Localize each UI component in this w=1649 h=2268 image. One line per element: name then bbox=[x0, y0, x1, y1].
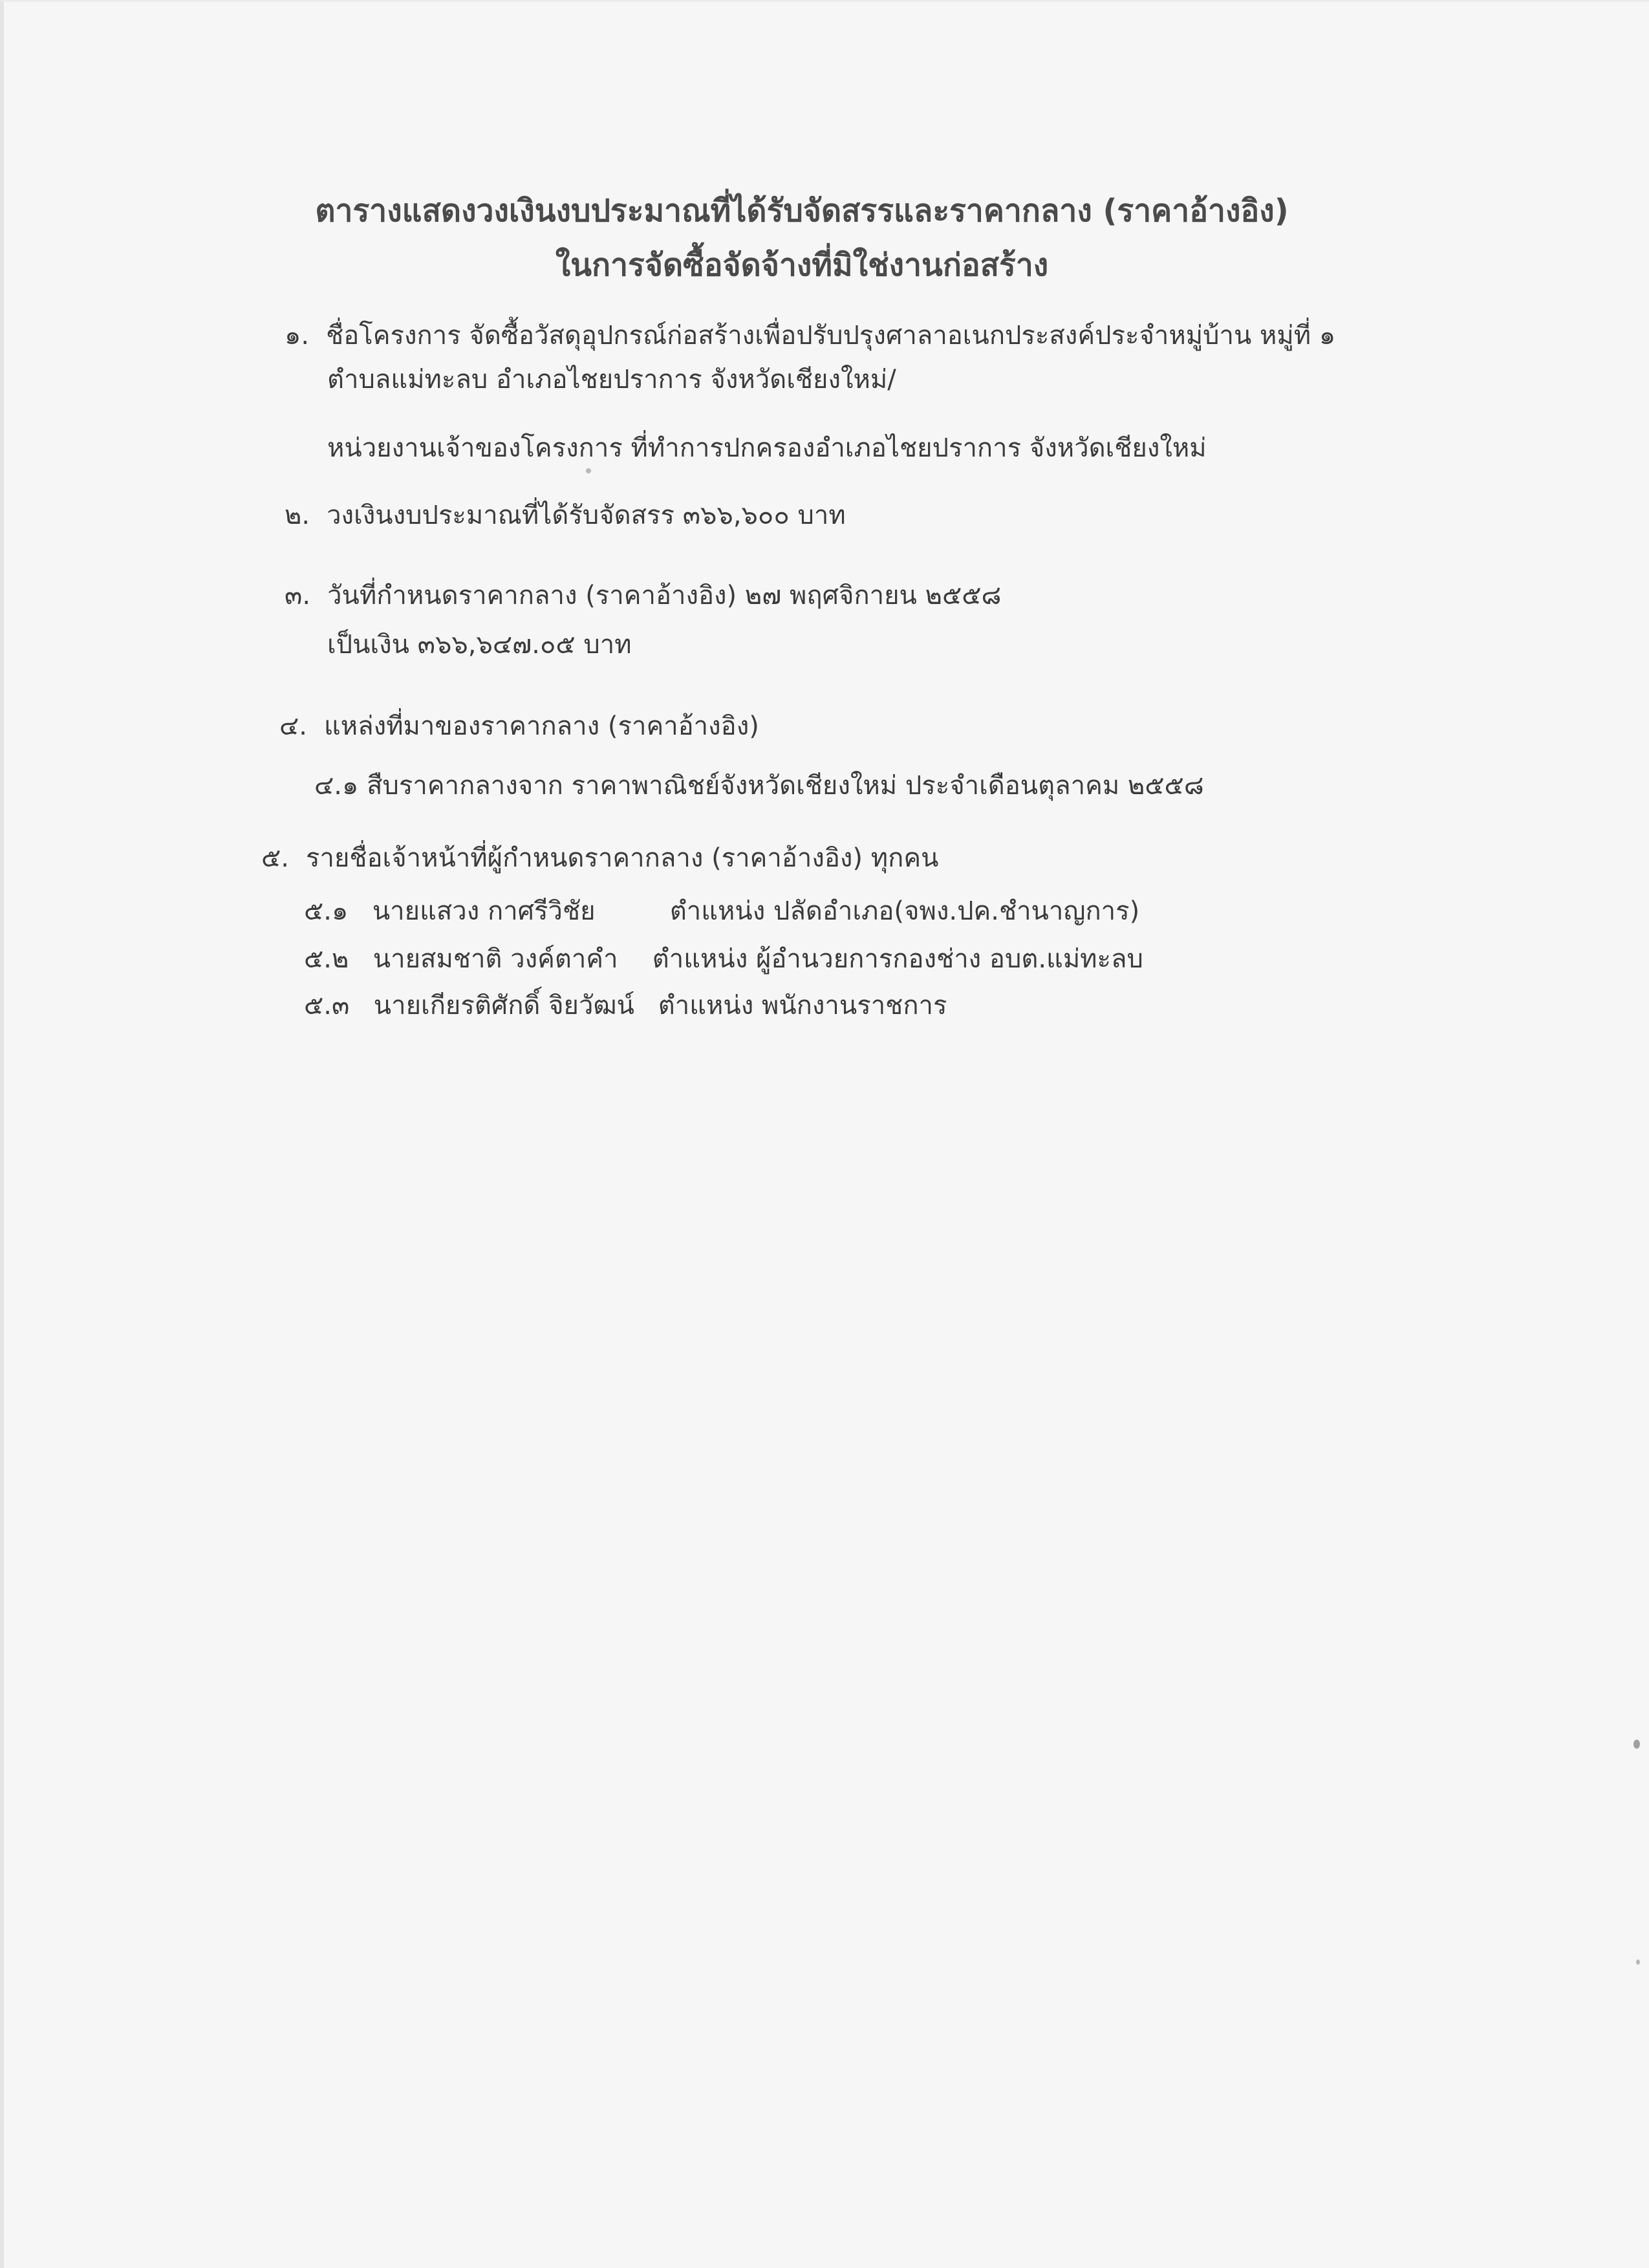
member-position: ตำแหน่ง ผู้อำนวยการกองช่าง อบต.แม่ทะลบ bbox=[652, 944, 1143, 974]
member-position: ตำแหน่ง พนักงานราชการ bbox=[658, 991, 947, 1021]
section-1-owner-unit: หน่วยงานเจ้าของโครงการ ที่ทำการปกครองอำเภอไชยปราการ จังหวัดเชียงใหม่ bbox=[327, 433, 1207, 463]
member-name: นายสมชาติ วงค์ตาคำ bbox=[372, 944, 618, 974]
section-2-number: ๒. bbox=[285, 501, 310, 530]
scan-speck bbox=[1636, 1960, 1640, 1965]
section-1-project-name: ชื่อโครงการ จัดซื้อวัสดุอุปกรณ์ก่อสร้างเพื่อปรับปรุงศาลาอเนกประสงค์ประจำหมู่บ้าน หมู่ที่ ๑ bbox=[326, 321, 1336, 351]
document-title-line-2: ในการจัดซื้อจัดจ้างที่มิใช่งานก่อสร้าง bbox=[555, 247, 1049, 283]
member-name: นายแสวง กาศรีวิชัย bbox=[372, 896, 596, 926]
member-number: ๕.๒ bbox=[304, 944, 349, 974]
section-2-row bbox=[285, 494, 846, 535]
member-name: นายเกียรติศักดิ์ จิยวัฒน์ bbox=[373, 991, 634, 1021]
section-1-location: ตำบลแม่ทะลบ อำเภอไชยปราการ จังหวัดเชียงใหม่/ bbox=[327, 365, 896, 394]
section-3-number: ๓. bbox=[285, 581, 311, 610]
section-4-heading: แหล่งที่มาของราคากลาง (ราคาอ้างอิง) bbox=[324, 711, 759, 741]
section-5-heading: รายชื่อเจ้าหน้าที่ผู้กำหนดราคากลาง (ราคาอ้างอิง) ทุกคน bbox=[306, 843, 939, 873]
section-1-number: ๑. bbox=[285, 321, 310, 351]
section-2-budget: วงเงินงบประมาณที่ได้รับจัดสรร ๓๖๖,๖๐๐ บาท bbox=[327, 501, 846, 530]
section-3-date: วันที่กำหนดราคากลาง (ราคาอ้างอิง) ๒๗ พฤศจิกายน ๒๕๕๘ bbox=[327, 581, 1002, 610]
section-4-row bbox=[279, 705, 759, 746]
scan-speck bbox=[1633, 1740, 1640, 1749]
member-number: ๕.๓ bbox=[304, 991, 350, 1021]
section-5-number: ๕. bbox=[261, 843, 289, 873]
section-3-amount: เป็นเงิน ๓๖๖,๖๔๗.๐๕ บาท bbox=[327, 630, 632, 660]
section-4-source: ๔.๑ สืบราคากลางจาก ราคาพาณิชย์จังหวัดเชียงใหม่ ประจำเดือนตุลาคม ๒๕๕๘ bbox=[314, 771, 1204, 801]
scan-speck bbox=[586, 468, 591, 473]
member-row bbox=[304, 890, 1139, 931]
member-row bbox=[304, 984, 947, 1026]
section-4-number: ๔. bbox=[279, 711, 307, 741]
member-position: ตำแหน่ง ปลัดอำเภอ(จพง.ปค.ชำนาญการ) bbox=[669, 896, 1140, 926]
member-number: ๕.๑ bbox=[304, 896, 349, 926]
section-5-row bbox=[261, 837, 938, 878]
member-row bbox=[304, 938, 1143, 979]
section-3-row bbox=[285, 574, 1001, 616]
section-1-row bbox=[285, 314, 1335, 356]
document-title-line-1: ตารางแสดงวงเงินงบประมาณที่ได้รับจัดสรรและราคากลาง (ราคาอ้างอิง) bbox=[315, 193, 1289, 229]
